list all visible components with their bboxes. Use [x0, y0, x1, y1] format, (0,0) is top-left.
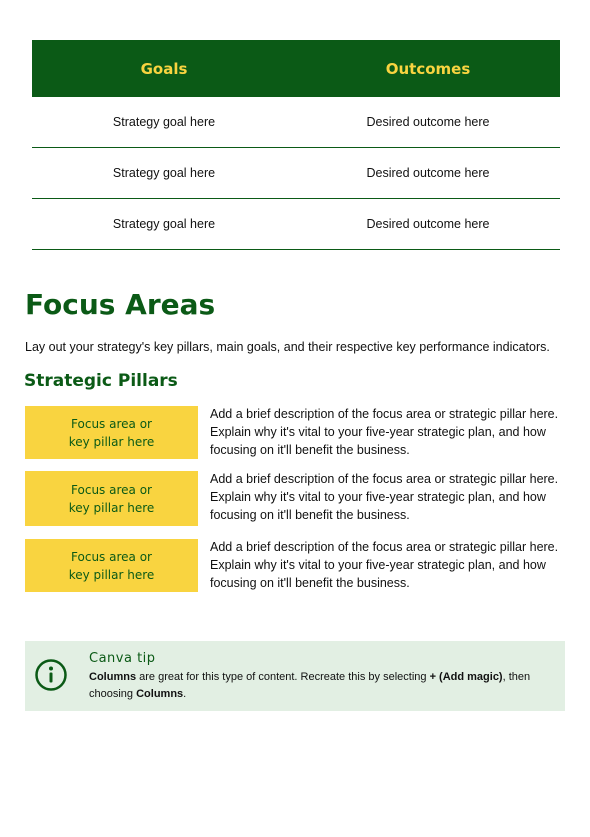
table-row — [32, 148, 560, 199]
tip-text-part: are great for this type of content. Recreate this by selecting — [136, 671, 430, 683]
table-cell-goal: Strategy goal here — [112, 115, 216, 129]
table-header-goals: Goals — [140, 59, 188, 78]
tip-bold-columns: Columns — [89, 671, 137, 683]
pillar-label: Focus area or key pillar here — [25, 471, 198, 526]
pillar-label: Focus area or key pillar here — [25, 539, 198, 592]
strategic-pillars-heading: Strategic Pillars — [24, 371, 178, 391]
canva-tip-box — [25, 641, 565, 711]
focus-areas-intro: Lay out your strategy's key pillars, main goals, and their respective key performance indicators. — [25, 340, 550, 354]
info-icon — [35, 659, 67, 691]
pillar-description: Add a brief description of the focus area or strategic pillar here. Explain why it's vital to your five-year strategic plan, and how focusing on it'll benefit the business. — [210, 472, 559, 522]
pillar-label: Focus area or key pillar here — [25, 406, 198, 459]
table-cell-outcome: Desired outcome here — [366, 115, 490, 129]
table-cell-outcome: Desired outcome here — [366, 217, 490, 231]
tip-text-part: , then choosing — [89, 671, 531, 700]
tip-title: Canva tip — [89, 651, 156, 666]
pillar-description: Add a brief description of the focus area or strategic pillar here. Explain why it's vital to your five-year strategic plan, and how focusing on it'll benefit the business. — [210, 540, 559, 590]
table-row — [32, 199, 560, 250]
table-cell-outcome: Desired outcome here — [366, 166, 490, 180]
pillar-description: Add a brief description of the focus area or strategic pillar here. Explain why it's vital to your five-year strategic plan, and how focusing on it'll benefit the business. — [210, 407, 559, 457]
table-cell-goal: Strategy goal here — [112, 166, 216, 180]
focus-areas-heading: Focus Areas — [25, 288, 216, 321]
table-cell-goal: Strategy goal here — [112, 217, 216, 231]
goals-outcomes-table — [32, 40, 560, 250]
tip-bold-columns: Columns — [136, 688, 184, 700]
table-row — [32, 97, 560, 148]
table-header-row — [32, 40, 560, 97]
table-header-outcomes: Outcomes — [385, 59, 471, 78]
tip-text-part: . — [183, 688, 187, 700]
tip-text — [89, 669, 549, 703]
tip-bold-add-magic: + (Add magic) — [429, 671, 503, 683]
